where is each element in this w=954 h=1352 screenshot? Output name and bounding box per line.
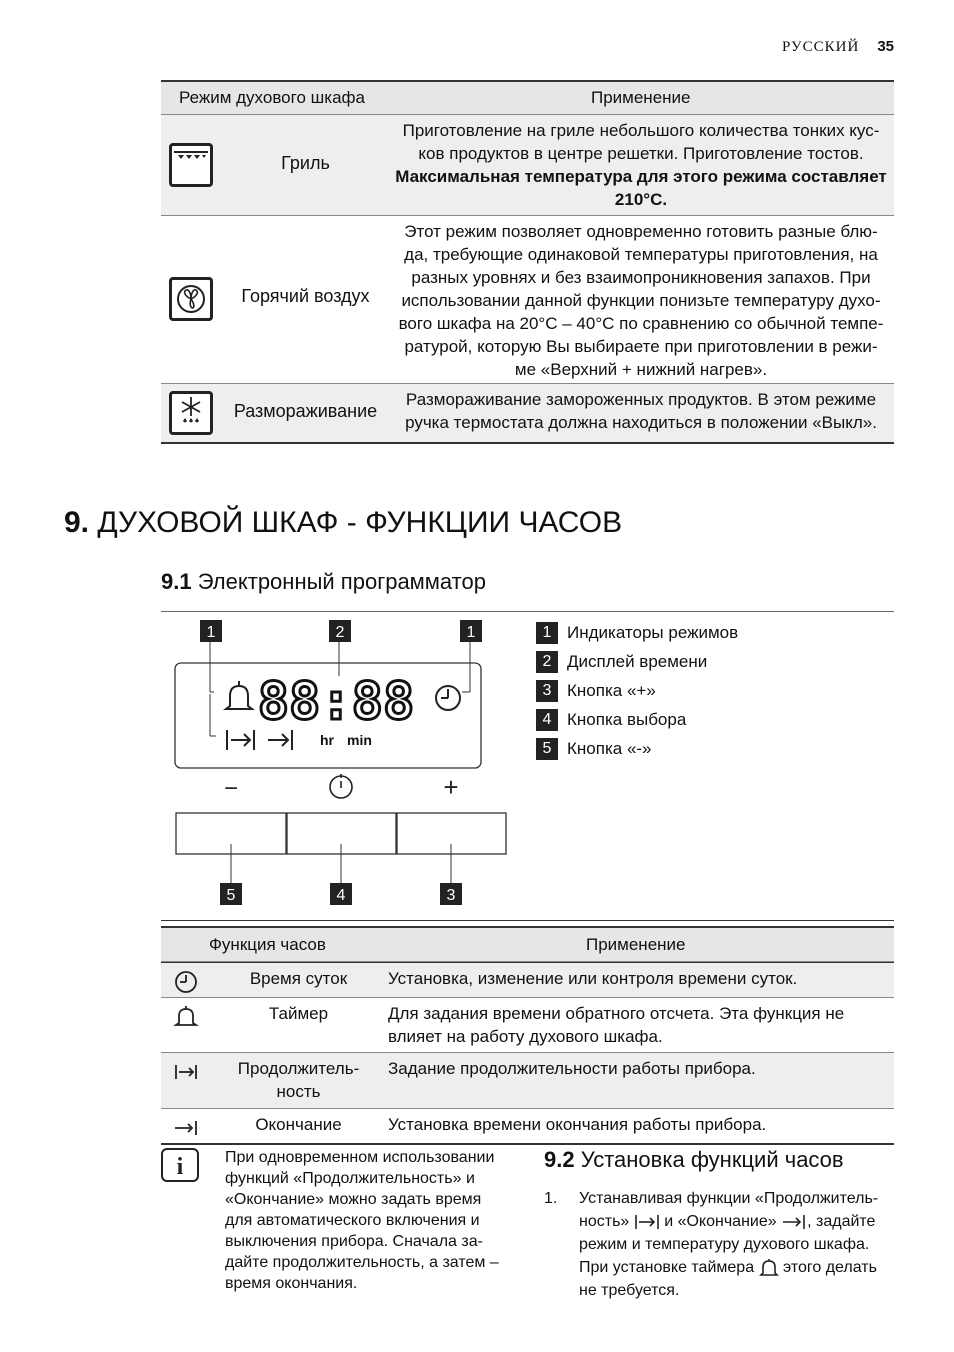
function-name — [221, 967, 376, 990]
callout-number: 2 — [335, 624, 345, 641]
table-row — [161, 216, 894, 384]
legend-number: 2 — [536, 651, 558, 673]
defrost-icon — [169, 391, 213, 435]
step-line — [579, 1210, 899, 1233]
step-text-part: , задайте — [807, 1213, 876, 1230]
desc-line: ратурой, которую Вы выбираете при приготовлении в режи- — [404, 337, 878, 356]
table-row — [161, 1109, 894, 1145]
info-note — [225, 1147, 515, 1294]
legend-label: Кнопка «-» — [567, 738, 652, 758]
minus-symbol: − — [223, 775, 239, 802]
clock-functions-table-header — [161, 926, 894, 962]
clock-functions-table — [161, 926, 894, 1145]
legend-item — [536, 676, 738, 705]
application-line: влияет на работу духового шкафа. — [388, 1027, 663, 1046]
application-line: Установка, изменение или контроля времени суток. — [388, 969, 798, 988]
function-name — [221, 1113, 376, 1136]
desc-line: Этот режим позволяет одновременно готовить разные блю- — [404, 222, 878, 241]
section-title: Электронный программатор — [197, 569, 486, 594]
desc-line-bold: 210°C. — [614, 190, 668, 209]
desc-line: Приготовление на гриле небольшого количества тонких кус- — [402, 121, 880, 140]
desc-line: Размораживание замороженных продуктов. В этом режиме — [405, 390, 877, 409]
function-line: ность — [276, 1082, 321, 1101]
desc-line: да, требующие одинаковой температуры приготовления, на — [404, 245, 878, 264]
section-9-1-heading — [161, 569, 486, 595]
note-line: функций «Продолжительность» и — [225, 1170, 475, 1187]
note-line: для автоматического включения и — [225, 1212, 480, 1229]
section-rule — [161, 611, 894, 612]
bell-icon — [226, 681, 252, 709]
application-line: Задание продолжительности работы прибора. — [388, 1059, 756, 1078]
legend-number: 3 — [536, 680, 558, 702]
legend-label: Индикаторы режимов — [567, 622, 739, 642]
table-row — [161, 962, 894, 998]
bell-icon — [759, 1258, 779, 1278]
mode-name: Горячий воздух — [241, 286, 370, 306]
legend-number: 5 — [536, 738, 558, 760]
header-mode: Режим духового шкафа — [179, 88, 365, 107]
page-header — [700, 38, 894, 56]
grill-icon — [169, 143, 213, 187]
legend-item — [536, 647, 738, 676]
time-display: 88:88 — [257, 672, 415, 732]
legend-item — [536, 618, 738, 647]
step-line — [579, 1256, 899, 1279]
plus-symbol: + — [443, 772, 459, 802]
page-number: 35 — [877, 38, 894, 55]
end-time-icon — [173, 1115, 199, 1141]
fan-icon — [169, 277, 213, 321]
end-time-icon — [781, 1213, 807, 1231]
header-language: РУССКИЙ — [782, 39, 860, 55]
legend-label: Кнопка «+» — [567, 680, 656, 700]
application-line: Для задания времени обратного отсчета. Эта функция не — [388, 1004, 845, 1023]
bell-icon — [173, 1004, 199, 1030]
hr-label: hr — [320, 732, 334, 748]
callout-number: 5 — [226, 887, 236, 904]
duration-icon — [227, 730, 254, 750]
clock-icon — [173, 969, 199, 995]
desc-line: ме «Верхний + нижний нагрев». — [514, 360, 768, 379]
section-number: 9.2 — [544, 1147, 575, 1172]
section-rule — [161, 920, 894, 921]
function-name — [221, 1057, 376, 1103]
legend-label: Кнопка выбора — [567, 709, 687, 729]
step-text-part: ность» — [579, 1213, 630, 1230]
legend-label: Дисплей времени — [567, 651, 708, 671]
step-text-part: этого делать — [783, 1259, 877, 1276]
table-row — [161, 1053, 894, 1109]
section-9-heading — [64, 506, 622, 540]
header-application: Применение — [591, 88, 691, 107]
step-text — [579, 1187, 899, 1302]
legend-item — [536, 705, 738, 734]
callout-number: 3 — [446, 887, 456, 904]
mode-name: Размораживание — [233, 401, 378, 421]
header-function: Функция часов — [209, 935, 326, 954]
function-application — [388, 967, 878, 990]
desc-line: ручка термостата должна находиться в положении «Выкл». — [405, 413, 877, 432]
function-application — [388, 1113, 878, 1136]
function-line: Время суток — [249, 969, 348, 988]
function-application — [388, 1002, 878, 1048]
application-line: Установка времени окончания работы прибора. — [388, 1115, 767, 1134]
duration-icon — [173, 1059, 199, 1085]
section-9-2-heading — [544, 1147, 844, 1173]
desc-line: разных уровнях и без взаимопроникновения запахов. При — [411, 268, 871, 287]
desc-line: вого шкафа на 20°C – 40°C по сравнению со обычной темпе- — [398, 314, 884, 333]
step-number: 1. — [544, 1190, 558, 1207]
note-line: время окончания. — [225, 1275, 358, 1292]
desc-line-bold: Максимальная температура для этого режима составляет — [395, 167, 887, 186]
diagram-legend — [536, 618, 738, 763]
desc-line: использовании данной функции понизьте температуру духо- — [401, 291, 881, 310]
mode-description — [393, 388, 889, 434]
mode-name: Гриль — [281, 153, 330, 173]
power-clock-icon — [330, 774, 352, 798]
header-application: Применение — [586, 935, 686, 954]
note-line: дайте продолжительность, а затем – — [225, 1254, 499, 1271]
step-text-part: и «Окончание» — [664, 1213, 777, 1230]
callout-number: 1 — [206, 624, 216, 641]
function-application — [388, 1057, 878, 1080]
programmer-diagram — [160, 618, 520, 918]
table-row — [161, 998, 894, 1053]
section-number: 9.1 — [161, 569, 192, 594]
oven-modes-table — [161, 80, 894, 444]
min-label: min — [347, 732, 372, 748]
note-line: «Окончание» можно задать время — [225, 1191, 482, 1208]
desc-line: ков продуктов в центре решетки. Приготовление тостов. — [418, 144, 864, 163]
callout-number: 4 — [336, 887, 346, 904]
step-text-part: При установке таймера — [579, 1259, 755, 1276]
mode-description — [393, 220, 889, 381]
end-time-icon — [268, 730, 292, 750]
step-line: не требуется. — [579, 1282, 680, 1299]
table-row — [161, 115, 894, 216]
step-line: Устанавливая функции «Продолжитель- — [579, 1190, 879, 1207]
svg-text:i: i — [176, 1154, 184, 1180]
function-line: Окончание — [255, 1115, 342, 1134]
function-name — [221, 1002, 376, 1025]
function-line: Продолжитель- — [237, 1059, 360, 1078]
section-title: ДУХОВОЙ ШКАФ - ФУНКЦИИ ЧАСОВ — [97, 506, 623, 539]
section-number: 9. — [64, 506, 90, 539]
legend-number: 1 — [536, 622, 558, 644]
note-line: выключения прибора. Сначала за- — [225, 1233, 483, 1250]
function-line: Таймер — [268, 1004, 329, 1023]
duration-icon — [634, 1213, 660, 1231]
step-line: режим и температуру духового шкафа. — [579, 1236, 870, 1253]
callout-number: 1 — [466, 624, 476, 641]
info-icon — [161, 1148, 199, 1182]
section-title: Установка функций часов — [580, 1147, 844, 1172]
clock-icon — [436, 686, 460, 710]
oven-modes-table-header — [161, 80, 894, 115]
legend-item — [536, 734, 738, 763]
mode-description — [393, 119, 889, 211]
table-row — [161, 384, 894, 444]
note-line: При одновременном использовании — [225, 1149, 495, 1166]
legend-number: 4 — [536, 709, 558, 731]
